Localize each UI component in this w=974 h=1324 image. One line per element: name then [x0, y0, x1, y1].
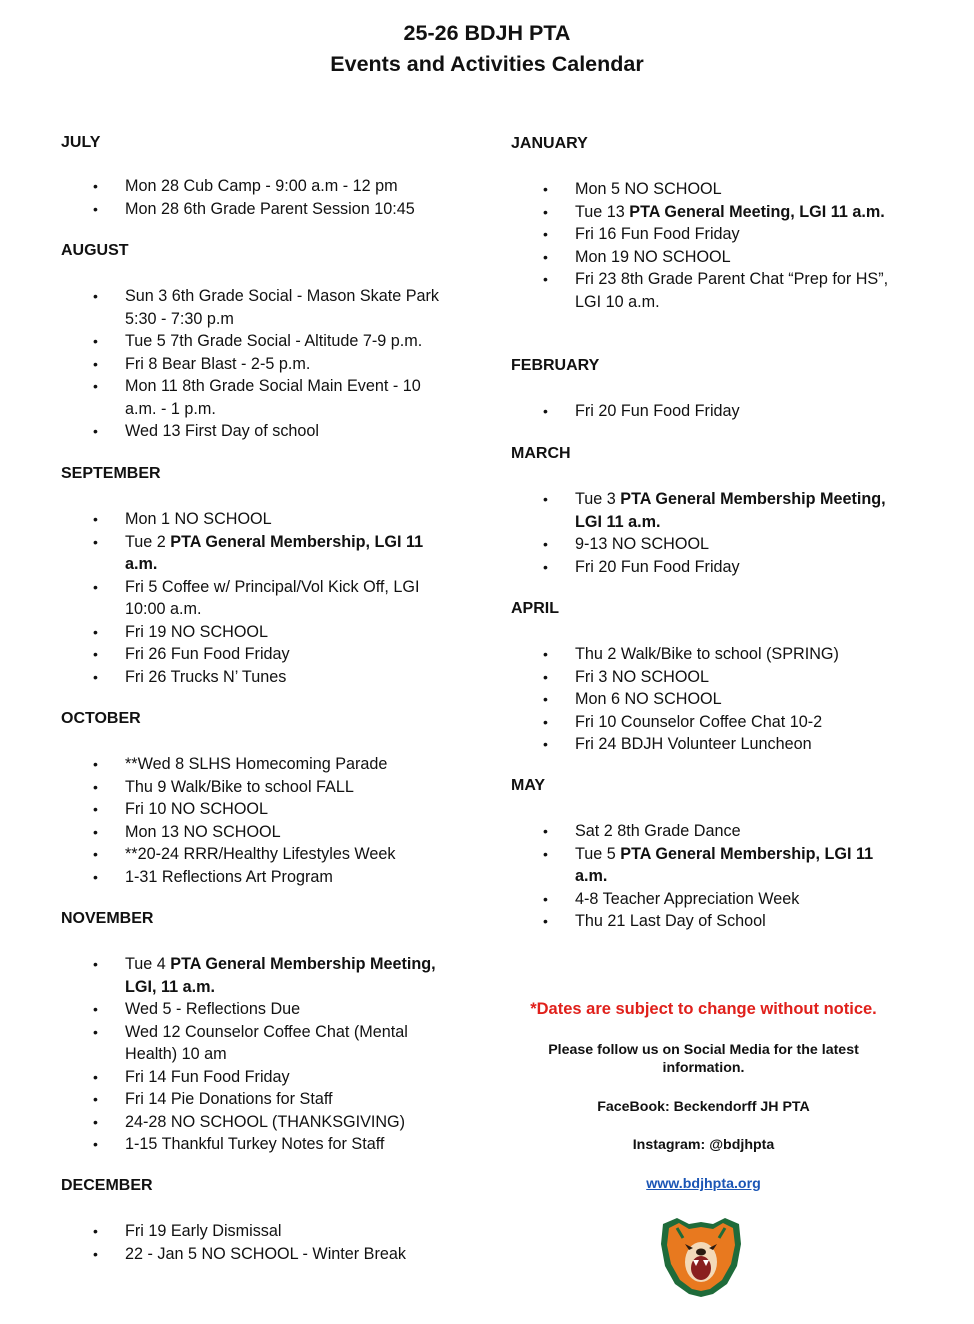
- event-item: [61, 666, 445, 689]
- event-item: [61, 508, 445, 531]
- event-text: Mon 13 NO SCHOOL: [125, 822, 281, 841]
- event-item: [61, 198, 445, 221]
- follow-us-line-2: information.: [662, 1060, 745, 1076]
- event-text: Thu 2 Walk/Bike to school (SPRING): [575, 645, 839, 663]
- month-heading-march: MARCH: [511, 445, 571, 462]
- event-item: [511, 666, 895, 689]
- event-text: Fri 5 Coffee w/ Principal/Vol Kick Off, LGI 10:00 a.m.: [125, 577, 420, 618]
- event-text: Fri 16 Fun Food Friday: [575, 225, 740, 243]
- event-text-bold: PTA General Membership, LGI 11 a.m.: [575, 844, 874, 885]
- event-item: [61, 643, 445, 666]
- website-row: [511, 1175, 896, 1193]
- month-heading-august: AUGUST: [61, 242, 129, 259]
- event-text: Fri 14 Fun Food Friday: [125, 1067, 290, 1086]
- follow-us-line-1: Please follow us on Social Media for the latest: [548, 1042, 859, 1058]
- event-item: [61, 576, 445, 621]
- event-text: Tue 2: [125, 532, 171, 551]
- event-item: [61, 866, 445, 889]
- event-item: [61, 175, 445, 198]
- event-text: Sun 3 6th Grade Social - Mason Skate Park 5:30 - 7:30 p.m: [125, 287, 440, 328]
- event-text: Sat 2 8th Grade Dance: [575, 822, 741, 840]
- event-item: [61, 843, 445, 866]
- website-link[interactable]: www.bdjhpta.org: [646, 1176, 761, 1192]
- event-text: Tue 3: [575, 490, 621, 508]
- event-item: [511, 820, 895, 843]
- event-item: [511, 201, 895, 224]
- month-heading-april: APRIL: [511, 600, 559, 617]
- event-item: [61, 1220, 445, 1243]
- event-text: Mon 11 8th Grade Social Main Event - 10 a.m. - 1 p.m.: [125, 377, 421, 418]
- event-text-bold: PTA General Membership Meeting, LGI, 11 a.m.: [125, 955, 436, 996]
- event-list-november: [61, 953, 461, 1156]
- event-text: 9-13 NO SCHOOL: [575, 535, 710, 553]
- month-heading-may: MAY: [511, 777, 546, 794]
- event-item: [511, 556, 895, 579]
- event-text: Fri 20 Fun Food Friday: [575, 557, 740, 576]
- event-item: [511, 223, 895, 246]
- title-line-2: Events and Activities Calendar: [330, 52, 644, 76]
- event-item: [511, 643, 895, 666]
- event-text: Fri 10 Counselor Coffee Chat 10-2: [575, 712, 823, 731]
- event-text: Fri 14 Pie Donations for Staff: [125, 1090, 333, 1108]
- event-text: Tue 4: [125, 955, 171, 973]
- event-text: Fri 19 Early Dismissal: [125, 1222, 282, 1240]
- event-text: Fri 10 NO SCHOOL: [125, 800, 269, 818]
- month-heading-december: DECEMBER: [61, 1177, 153, 1194]
- event-text: Fri 24 BDJH Volunteer Luncheon: [575, 735, 812, 753]
- event-text: Mon 28 6th Grade Parent Session 10:45: [125, 199, 415, 218]
- event-text: Tue 13: [575, 202, 630, 221]
- event-text: Fri 26 Fun Food Friday: [125, 645, 290, 663]
- event-text: Wed 13 First Day of school: [125, 422, 320, 440]
- event-text: Mon 1 NO SCHOOL: [125, 510, 272, 528]
- event-text: 1-31 Reflections Art Program: [125, 867, 333, 886]
- event-item: [511, 888, 895, 911]
- event-item: [511, 178, 895, 201]
- event-item: [61, 285, 445, 330]
- event-item: [511, 246, 895, 269]
- event-list-may: [511, 820, 911, 933]
- month-heading-september: SEPTEMBER: [61, 465, 161, 482]
- event-text: Fri 8 Bear Blast - 2-5 p.m.: [125, 354, 311, 373]
- event-text: Mon 5 NO SCHOOL: [575, 180, 722, 198]
- event-list-february: [511, 400, 911, 423]
- event-text: Tue 5: [575, 844, 621, 863]
- event-item: [61, 998, 445, 1021]
- event-list-august: [61, 285, 461, 443]
- disclaimer-text: *Dates are subject to change without notice.: [530, 1000, 877, 1018]
- event-text: Fri 19 NO SCHOOL: [125, 622, 269, 641]
- event-text: Mon 28 Cub Camp - 9:00 a.m - 12 pm: [125, 177, 398, 195]
- event-list-april: [511, 643, 911, 756]
- event-item: [61, 375, 445, 420]
- event-item: [511, 711, 895, 734]
- event-item: [511, 533, 895, 556]
- event-item: [61, 621, 445, 644]
- event-item: [61, 821, 445, 844]
- event-text: Tue 5 7th Grade Social - Altitude 7-9 p.m.: [125, 332, 423, 350]
- event-text: Thu 21 Last Day of School: [575, 912, 766, 930]
- event-item: [61, 753, 445, 776]
- event-item: [511, 910, 895, 933]
- event-text: Mon 6 NO SCHOOL: [575, 690, 722, 708]
- event-list-december: [61, 1220, 461, 1265]
- month-heading-january: JANUARY: [511, 135, 588, 152]
- event-text: Fri 20 Fun Food Friday: [575, 402, 740, 420]
- facebook-text: FaceBook: Beckendorff JH PTA: [597, 1099, 810, 1115]
- event-text: **Wed 8 SLHS Homecoming Parade: [125, 755, 388, 773]
- event-item: [61, 1133, 445, 1156]
- event-list-january: [511, 178, 911, 313]
- event-item: [61, 353, 445, 376]
- event-item: [511, 688, 895, 711]
- event-text: Fri 3 NO SCHOOL: [575, 667, 710, 686]
- event-item: [511, 400, 895, 423]
- event-list-september: [61, 508, 461, 688]
- event-text: **20-24 RRR/Healthy Lifestyles Week: [125, 845, 396, 863]
- event-text: 24-28 NO SCHOOL (THANKSGIVING): [125, 1112, 406, 1131]
- event-item: [61, 420, 445, 443]
- event-item: [61, 953, 445, 998]
- event-text: Wed 5 - Reflections Due: [125, 1000, 301, 1018]
- event-text-bold: PTA General Meeting, LGI 11 a.m.: [629, 202, 885, 221]
- page-title: [0, 18, 974, 80]
- event-item: [61, 776, 445, 799]
- event-item: [61, 1111, 445, 1134]
- follow-us-text: [511, 1041, 896, 1077]
- month-heading-october: OCTOBER: [61, 710, 141, 727]
- event-text: Fri 23 8th Grade Parent Chat “Prep for HS”, LGI 10 a.m.: [575, 270, 889, 311]
- month-heading-november: NOVEMBER: [61, 910, 154, 927]
- event-list-march: [511, 488, 911, 578]
- event-text: 1-15 Thankful Turkey Notes for Staff: [125, 1135, 385, 1153]
- month-heading-february: FEBRUARY: [511, 357, 600, 374]
- event-item: [511, 268, 895, 313]
- event-item: [511, 733, 895, 756]
- event-item: [61, 330, 445, 353]
- event-text: Mon 19 NO SCHOOL: [575, 247, 731, 266]
- event-item: [61, 1021, 445, 1066]
- bear-logo-icon: [655, 1214, 747, 1298]
- event-item: [61, 1243, 445, 1266]
- event-list-october: [61, 753, 461, 888]
- event-item: [61, 1066, 445, 1089]
- event-text: Wed 12 Counselor Coffee Chat (Mental Health) 10 am: [125, 1022, 408, 1063]
- title-line-1: 25-26 BDJH PTA: [403, 21, 571, 45]
- event-text-bold: PTA General Membership Meeting, LGI 11 a.m.: [575, 490, 886, 531]
- event-text: 22 - Jan 5 NO SCHOOL - Winter Break: [125, 1244, 406, 1263]
- event-item: [61, 798, 445, 821]
- event-list-july: [61, 175, 461, 220]
- instagram-text: Instagram: @bdjhpta: [632, 1137, 775, 1153]
- event-item: [61, 531, 445, 576]
- event-item: [61, 1088, 445, 1111]
- month-heading-july: JULY: [61, 134, 101, 151]
- event-text: 4-8 Teacher Appreciation Week: [575, 889, 800, 908]
- event-text: Thu 9 Walk/Bike to school FALL: [125, 777, 354, 796]
- event-item: [511, 488, 895, 533]
- event-item: [511, 843, 895, 888]
- event-text-bold: PTA General Membership, LGI 11 a.m.: [125, 532, 424, 573]
- event-text: Fri 26 Trucks N’ Tunes: [125, 667, 287, 686]
